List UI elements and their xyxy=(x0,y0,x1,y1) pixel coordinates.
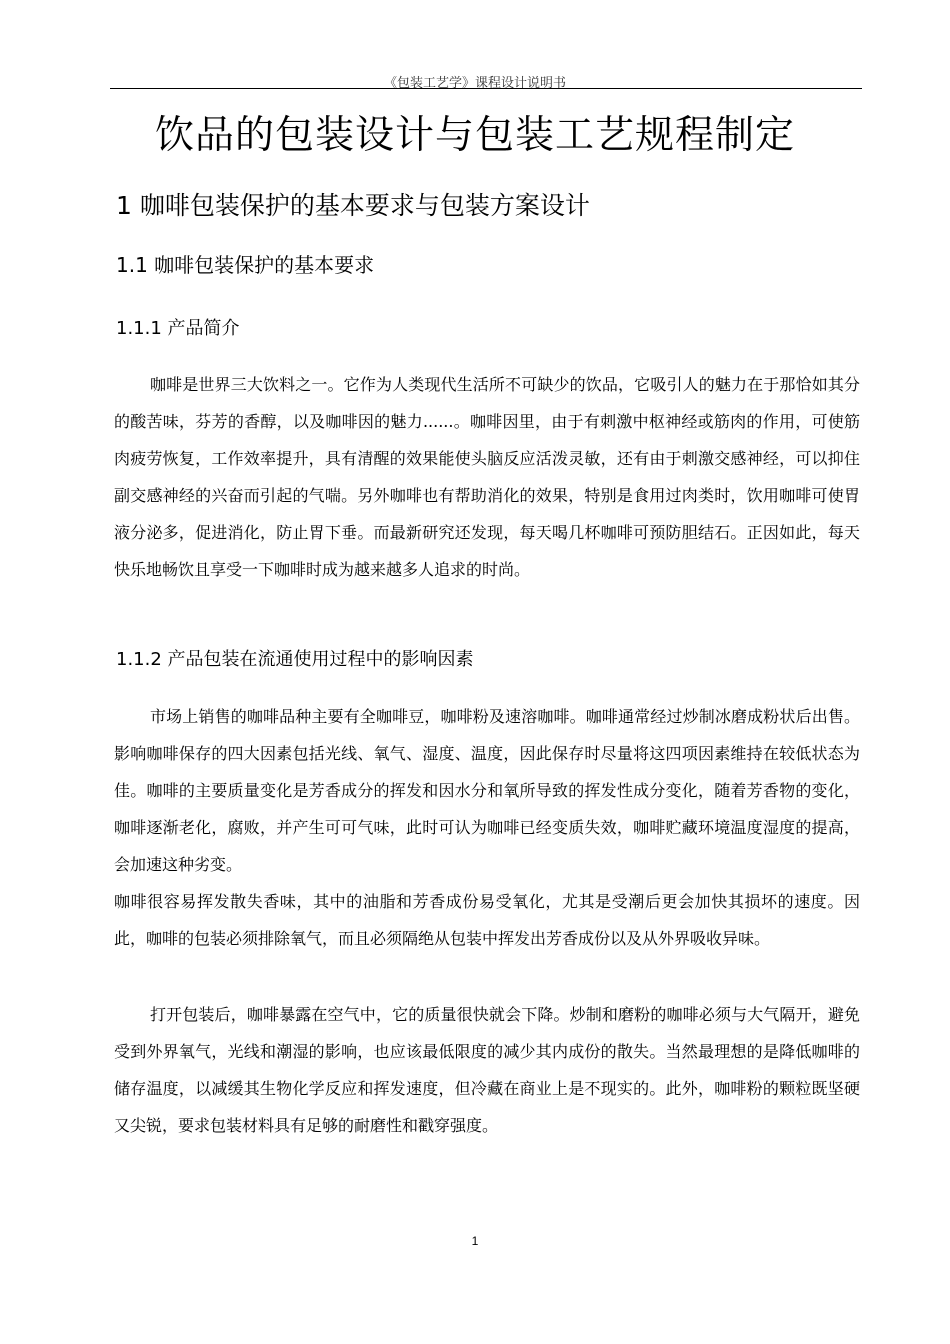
paragraph-product-intro: 咖啡是世界三大饮料之一。它作为人类现代生活所不可缺少的饮品，它吸引人的魅力在于那恰如其分的酸苦味，芬芳的香醇，以及咖啡因的魅力......。咖啡因里，由于有刺激中枢神经或筋肉的作用，可使筋肉疲劳恢复，工作效率提升，具有清醒的效果能使头脑反应活泼灵敏，还有由于刺激交感神经，可以抑住副交感神经的兴奋而引起的气喘。另外咖啡也有帮助消化的效果，特别是食用过肉类时，饮用咖啡可使胃液分泌多，促进消化，防止胃下垂。而最新研究还发现，每天喝几杯咖啡可预防胆结石。正因如此，每天快乐地畅饮且享受一下咖啡时成为越来越多人追求的时尚。 xyxy=(114,375,860,579)
document-title: 饮品的包装设计与包装工艺规程制定 xyxy=(154,113,795,158)
paragraph-market-factors: 市场上销售的咖啡品种主要有全咖啡豆，咖啡粉及速溶咖啡。咖啡通常经过炒制冰磨成粉状后出售。影响咖啡保存的四大因素包括光线、氧气、湿度、温度，因此保存时尽量将这四项因素维持在较低状态为佳。咖啡的主要质量变化是芳香成分的挥发和因水分和氧所导致的挥发性成分变化，随着芳香物的变化，咖啡逐渐老化，腐败，并产生可可气味，此时可认为咖啡已经变质失效，咖啡贮藏环境温度湿度的提高，会加速这种劣变。 xyxy=(114,707,860,874)
page-number: 1 xyxy=(471,1234,479,1248)
section-heading-1-1-1: 1.1.1 产品简介 xyxy=(116,318,240,339)
paragraph-after-opening: 打开包装后，咖啡暴露在空气中，它的质量很快就会下降。炒制和磨粉的咖啡必须与大气隔开，避免受到外界氧气，光线和潮湿的影响，也应该最低限度的减少其内成份的散失。当然最理想的是降低咖啡的储存温度，以减缓其生物化学反应和挥发速度，但冷藏在商业上是不现实的。此外，咖啡粉的颗粒既坚硬又尖锐，要求包装材料具有足够的耐磨性和戳穿强度。 xyxy=(114,1005,860,1135)
running-header: 《包装工艺学》课程设计说明书 xyxy=(383,76,566,91)
section-heading-1: 1 咖啡包装保护的基本要求与包装方案设计 xyxy=(116,191,590,220)
header-rule xyxy=(110,88,862,89)
section-heading-1-1-2: 1.1.2 产品包装在流通使用过程中的影响因素 xyxy=(116,649,474,670)
paragraph-aroma-loss: 咖啡很容易挥发散失香味，其中的油脂和芳香成份易受氧化，尤其是受潮后更会加快其损坏的速度。因此，咖啡的包装必须排除氧气，而且必须隔绝从包装中挥发出芳香成份以及从外界吸收异味。 xyxy=(114,892,860,948)
section-heading-1-1: 1.1 咖啡包装保护的基本要求 xyxy=(116,253,375,277)
